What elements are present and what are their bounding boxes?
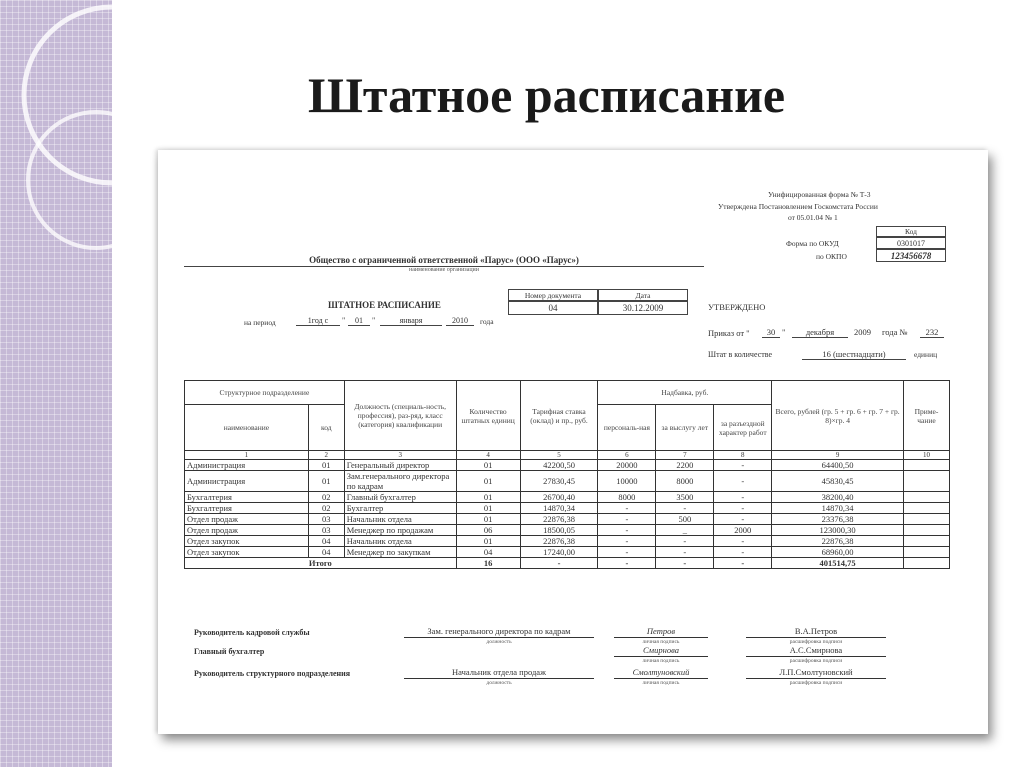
- unified-form-label: Унифицированная форма № Т-3: [768, 190, 871, 199]
- total-note: [903, 558, 949, 569]
- cell-unit-name: Администрация: [185, 460, 309, 471]
- order-quote-close: ": [782, 327, 786, 337]
- doc-date-value: 30.12.2009: [598, 301, 688, 315]
- cell-unit-code: 03: [308, 525, 344, 536]
- order-month: декабря: [792, 327, 848, 338]
- cell-travel-bonus: -: [714, 503, 772, 514]
- cell-unit-name: Бухгалтерия: [185, 503, 309, 514]
- cell-personal-bonus: 20000: [598, 460, 656, 471]
- column-number: 3: [344, 451, 456, 460]
- cell-unit-code: 03: [308, 514, 344, 525]
- order-year: 2009: [854, 327, 871, 337]
- column-number: 9: [772, 451, 904, 460]
- cell-position: Зам.генерального директора по кадрам: [344, 471, 456, 492]
- cell-total: 68960,00: [772, 547, 904, 558]
- table-row: [185, 536, 950, 547]
- cell-note: [903, 536, 949, 547]
- header-service-bonus: за выслугу лет: [656, 405, 714, 451]
- staff-table: [184, 380, 950, 569]
- cell-total: 23376,38: [772, 514, 904, 525]
- cell-unit-code: 04: [308, 547, 344, 558]
- slide-title: Штатное расписание: [308, 67, 786, 123]
- hr-name-caption: расшифровка подписи: [789, 639, 843, 645]
- hr-signature-caption: личная подпись: [642, 639, 680, 645]
- cell-position: Начальник отдела: [344, 536, 456, 547]
- cell-note: [903, 492, 949, 503]
- cell-unit-code: 04: [308, 536, 344, 547]
- header-structural-unit: Структурное подразделение: [185, 381, 345, 405]
- cell-unit-name: Бухгалтерия: [185, 492, 309, 503]
- cell-rate: 17240,00: [520, 547, 598, 558]
- cell-rate: 22876,38: [520, 514, 598, 525]
- cell-travel-bonus: -: [714, 471, 772, 492]
- document-title: ШТАТНОЕ РАСПИСАНИЕ: [328, 300, 441, 310]
- cell-rate: 27830,45: [520, 471, 598, 492]
- cell-count: 01: [456, 536, 520, 547]
- header-note: Приме-чание: [903, 381, 949, 451]
- cell-count: 01: [456, 471, 520, 492]
- okud-label: Форма по ОКУД: [786, 239, 839, 248]
- period-day: 01: [348, 316, 370, 326]
- decorative-circles: [0, 0, 112, 767]
- dept-signature: Смолтуновский: [614, 667, 708, 679]
- cell-count: 06: [456, 525, 520, 536]
- accountant-name: А.С.Смирнова: [746, 645, 886, 657]
- cell-total: 123000,30: [772, 525, 904, 536]
- order-number: 232: [920, 327, 944, 338]
- column-number: 2: [308, 451, 344, 460]
- cell-count: 04: [456, 547, 520, 558]
- cell-position: Главный бухгалтер: [344, 492, 456, 503]
- doc-date-header: Дата: [598, 289, 688, 301]
- chief-accountant-label: Главный бухгалтер: [194, 647, 265, 656]
- cell-travel-bonus: -: [714, 492, 772, 503]
- cell-personal-bonus: 10000: [598, 471, 656, 492]
- dept-name: Л.П.Смолтуновский: [746, 667, 886, 679]
- cell-unit-code: 02: [308, 503, 344, 514]
- header-position: Должность (специаль-ность, профессия), раз-ряд, класс (категория) квалификации: [344, 381, 456, 451]
- cell-unit-name: Отдел закупок: [185, 547, 309, 558]
- table-row: [185, 460, 950, 471]
- cell-personal-bonus: -: [598, 503, 656, 514]
- cell-position: Начальник отдела: [344, 514, 456, 525]
- header-rate: Тарифная ставка (оклад) и пр., руб.: [520, 381, 598, 451]
- header-unit-name: наименование: [185, 405, 309, 451]
- cell-service-bonus: _: [656, 525, 714, 536]
- cell-note: [903, 547, 949, 558]
- cell-unit-name: Отдел продаж: [185, 514, 309, 525]
- cell-note: [903, 471, 949, 492]
- total-rate: -: [520, 558, 598, 569]
- cell-total: 45830,45: [772, 471, 904, 492]
- cell-service-bonus: 3500: [656, 492, 714, 503]
- total-sum: 401514,75: [772, 558, 904, 569]
- cell-position: Менеджер по закупкам: [344, 547, 456, 558]
- dept-signature-caption: личная подпись: [642, 680, 680, 686]
- cell-count: 01: [456, 460, 520, 471]
- table-row: [185, 525, 950, 536]
- okud-value: 0301017: [876, 237, 946, 249]
- order-label: Приказ от ": [708, 328, 750, 338]
- period-year-suffix: года: [480, 317, 494, 326]
- table-row: [185, 547, 950, 558]
- cell-position: Менеджер по продажам: [344, 525, 456, 536]
- approved-date-label: от 05.01.04 № 1: [788, 213, 838, 222]
- cell-personal-bonus: -: [598, 536, 656, 547]
- header-unit-code: код: [308, 405, 344, 451]
- cell-position: Генеральный директор: [344, 460, 456, 471]
- table-row: [185, 471, 950, 492]
- cell-personal-bonus: -: [598, 525, 656, 536]
- cell-total: 14870,34: [772, 503, 904, 514]
- accountant-signature-caption: личная подпись: [642, 658, 680, 664]
- dept-name-caption: расшифровка подписи: [789, 680, 843, 686]
- header-total: Всего, рублей (гр. 5 + гр. 6 + гр. 7 + гр. 8)×гр. 4: [772, 381, 904, 451]
- column-numbers-row: [185, 451, 950, 460]
- cell-total: 64400,50: [772, 460, 904, 471]
- cell-total: 22876,38: [772, 536, 904, 547]
- cell-travel-bonus: -: [714, 460, 772, 471]
- dept-head-label: Руководитель структурного подразделения: [194, 669, 351, 678]
- table-row: [185, 503, 950, 514]
- organization-name: Общество с ограниченной ответственной «Парус» (ООО «Парус»): [184, 254, 704, 267]
- column-number: 5: [520, 451, 598, 460]
- cell-rate: 22876,38: [520, 536, 598, 547]
- cell-unit-code: 01: [308, 460, 344, 471]
- total-personal: -: [598, 558, 656, 569]
- approved-by-label: Утверждена Постановлением Госкомстата России: [718, 202, 878, 211]
- dept-position: Начальник отдела продаж: [404, 667, 594, 679]
- organization-caption: наименование организации: [409, 267, 479, 273]
- column-number: 1: [185, 451, 309, 460]
- staff-count-suffix: единиц: [914, 350, 938, 359]
- total-label: Итого: [185, 558, 457, 569]
- staff-schedule-document: [158, 150, 988, 734]
- cell-unit-code: 02: [308, 492, 344, 503]
- cell-total: 38200,40: [772, 492, 904, 503]
- total-service: -: [656, 558, 714, 569]
- column-number: 6: [598, 451, 656, 460]
- order-day: 30: [762, 327, 780, 338]
- column-number: 8: [714, 451, 772, 460]
- doc-number-header: Номер документа: [508, 289, 598, 301]
- period-quote-open: ": [342, 316, 346, 325]
- cell-service-bonus: -: [656, 547, 714, 558]
- header-bonus: Надбавка, руб.: [598, 381, 772, 405]
- cell-travel-bonus: -: [714, 514, 772, 525]
- cell-unit-name: Администрация: [185, 471, 309, 492]
- cell-service-bonus: -: [656, 503, 714, 514]
- cell-note: [903, 460, 949, 471]
- cell-count: 01: [456, 503, 520, 514]
- total-travel: -: [714, 558, 772, 569]
- column-number: 4: [456, 451, 520, 460]
- table-row: [185, 514, 950, 525]
- staff-count-label: Штат в количестве: [708, 350, 773, 359]
- order-number-label: года №: [882, 327, 908, 337]
- period-label: на период: [244, 318, 276, 327]
- cell-unit-name: Отдел закупок: [185, 536, 309, 547]
- cell-rate: 26700,40: [520, 492, 598, 503]
- okpo-value: 123456678: [876, 249, 946, 262]
- cell-rate: 14870,34: [520, 503, 598, 514]
- cell-count: 01: [456, 514, 520, 525]
- cell-note: [903, 503, 949, 514]
- hr-position-caption: должность: [486, 639, 512, 645]
- total-count: 16: [456, 558, 520, 569]
- cell-travel-bonus: -: [714, 547, 772, 558]
- hr-name: В.А.Петров: [746, 626, 886, 638]
- cell-unit-name: Отдел продаж: [185, 525, 309, 536]
- accountant-name-caption: расшифровка подписи: [789, 658, 843, 664]
- period-month: января: [380, 316, 442, 326]
- column-number: 10: [903, 451, 949, 460]
- cell-service-bonus: 8000: [656, 471, 714, 492]
- doc-number-value: 04: [508, 301, 598, 315]
- table-row: [185, 492, 950, 503]
- cell-service-bonus: -: [656, 536, 714, 547]
- header-travel-bonus: за разъездной характер работ: [714, 405, 772, 451]
- code-header: Код: [876, 226, 946, 237]
- cell-count: 01: [456, 492, 520, 503]
- period-year: 2010: [446, 316, 474, 326]
- cell-personal-bonus: -: [598, 514, 656, 525]
- okpo-label: по ОКПО: [816, 252, 847, 261]
- cell-service-bonus: 500: [656, 514, 714, 525]
- dept-position-caption: должность: [486, 680, 512, 686]
- cell-note: [903, 525, 949, 536]
- hr-head-label: Руководитель кадровой службы: [194, 628, 310, 637]
- cell-rate: 42200,50: [520, 460, 598, 471]
- cell-rate: 18500,05: [520, 525, 598, 536]
- approved-label: УТВЕРЖДЕНО: [708, 302, 766, 312]
- total-row: [185, 558, 950, 569]
- accountant-signature: Смирнова: [614, 645, 708, 657]
- hr-position: Зам. генерального директора по кадрам: [404, 626, 594, 638]
- period-value: 1год с: [296, 316, 340, 326]
- staff-count-value: 16 (шестнадцати): [802, 349, 906, 360]
- cell-note: [903, 514, 949, 525]
- header-count: Количество штатных единиц: [456, 381, 520, 451]
- cell-personal-bonus: -: [598, 547, 656, 558]
- column-number: 7: [656, 451, 714, 460]
- cell-unit-code: 01: [308, 471, 344, 492]
- cell-personal-bonus: 8000: [598, 492, 656, 503]
- cell-service-bonus: 2200: [656, 460, 714, 471]
- cell-travel-bonus: 2000: [714, 525, 772, 536]
- cell-position: Бухгалтер: [344, 503, 456, 514]
- period-quote-close: ": [372, 316, 376, 325]
- cell-travel-bonus: -: [714, 536, 772, 547]
- decorative-sidebar: [0, 0, 112, 767]
- header-personal-bonus: персональ-ная: [598, 405, 656, 451]
- hr-signature: Петров: [614, 626, 708, 638]
